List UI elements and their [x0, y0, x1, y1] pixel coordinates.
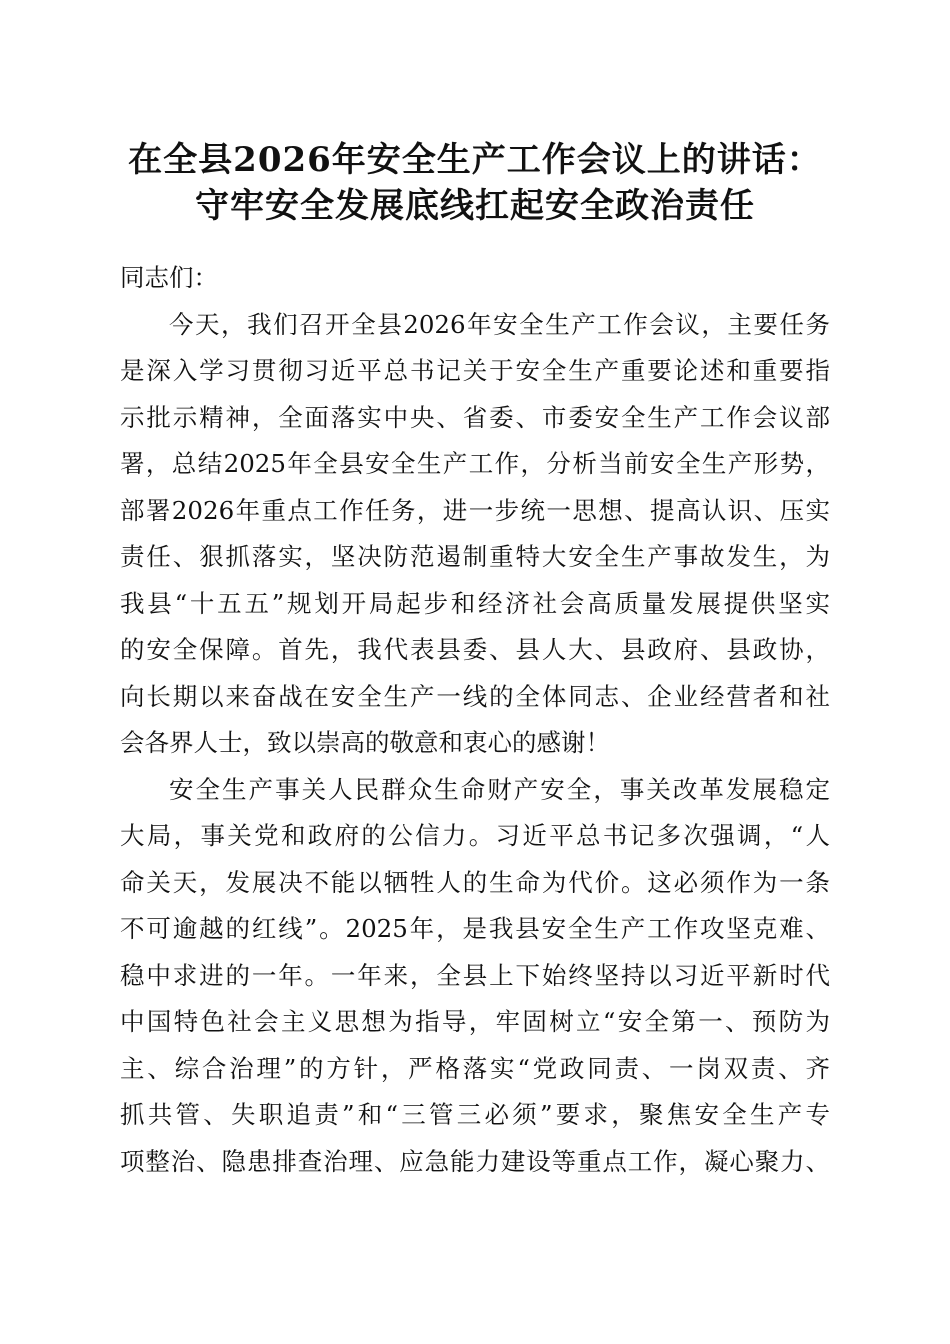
paragraph-line: 责任、狠抓落实，坚决防范遏制重特大安全生产事故发生，为: [120, 542, 830, 571]
paragraph-line: 主、综合治理”的方针，严格落实“党政同责、一岗双责、齐: [120, 1053, 830, 1083]
paragraph-line: 稳中求进的一年。一年来，全县上下始终坚持以习近平新时代: [120, 960, 830, 990]
document-title-line-1: 在全县2026年安全生产工作会议上的讲话：: [128, 140, 822, 180]
paragraph-line: 会各界人士，致以崇高的敬意和衷心的感谢！: [120, 728, 610, 757]
paragraph-line: 不可逾越的红线”。2025年，是我县安全生产工作攻坚克难、: [120, 914, 830, 943]
paragraph-line: 抓共管、失职追责”和“三管三必须”要求，聚焦安全生产专: [120, 1100, 830, 1129]
paragraph-line: 示批示精神，全面落实中央、省委、市委安全生产工作会议部: [120, 402, 830, 432]
paragraph-line: 向长期以来奋战在安全生产一线的全体同志、企业经营者和社: [120, 681, 830, 711]
document-body: [120, 255, 830, 1185]
paragraph-1: [120, 302, 830, 767]
paragraph-line: 部署2026年重点工作任务，进一步统一思想、提高认识、压实: [120, 495, 830, 525]
paragraph-line: 署，总结2025年全县安全生产工作，分析当前安全生产形势，: [120, 449, 830, 478]
paragraph-line: 我县“十五五”规划开局起步和经济社会高质量发展提供坚实: [120, 588, 830, 618]
paragraph-line: 中国特色社会主义思想为指导，牢固树立“安全第一、预防为: [120, 1007, 830, 1036]
paragraph-line: 项整治、隐患排查治理、应急能力建设等重点工作，凝心聚力、: [120, 1146, 830, 1176]
document-title-line-2: 守牢安全发展底线扛起安全政治责任: [195, 186, 755, 226]
paragraph-line: 命关天，发展决不能以牺牲人的生命为代价。这必须作为一条: [120, 867, 830, 897]
paragraph-line: 今天，我们召开全县2026年安全生产工作会议，主要任务: [169, 309, 830, 339]
paragraph-line: 安全生产事关人民群众生命财产安全，事关改革发展稳定: [169, 774, 830, 804]
paragraph-2: [120, 767, 830, 1186]
paragraph-line: 是深入学习贯彻习近平总书记关于安全生产重要论述和重要指: [120, 356, 830, 385]
paragraph-line: 大局，事关党和政府的公信力。习近平总书记多次强调，“人: [120, 821, 830, 850]
paragraph-line: 的安全保障。首先，我代表县委、县人大、县政府、县政协，: [120, 635, 830, 664]
greeting: 同志们：: [120, 263, 218, 292]
